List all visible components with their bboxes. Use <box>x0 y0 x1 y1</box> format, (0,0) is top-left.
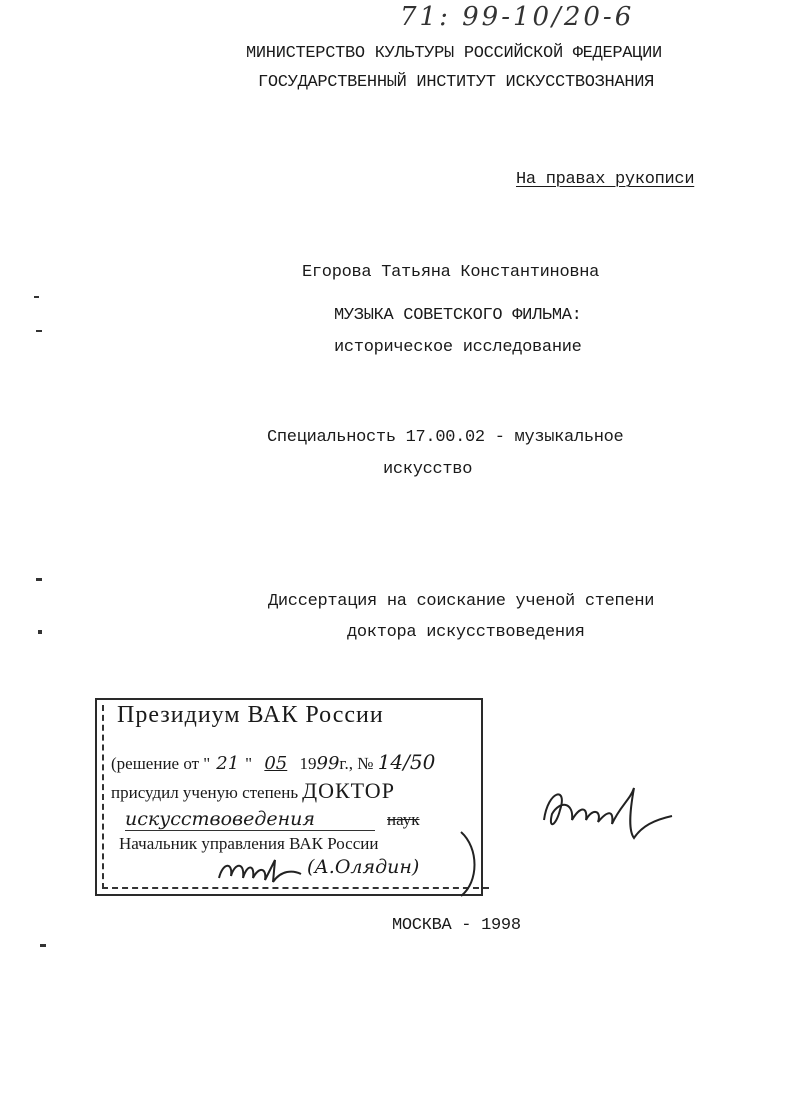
scan-speck <box>34 296 39 298</box>
manuscript-note: На правах рукописи <box>516 170 695 189</box>
stamp-chief-name: (А.Олядин) <box>307 856 420 878</box>
scan-speck <box>38 630 42 634</box>
scan-speck <box>40 944 46 947</box>
stamp-signature-line <box>307 856 419 878</box>
stamp-degree: ДОКТОР <box>302 778 395 803</box>
stamp-decision-prefix: (решение от <box>111 754 200 773</box>
vak-stamp <box>95 698 483 896</box>
stamp-year-unit: г., № <box>339 754 374 773</box>
ministry-heading: МИНИСТЕРСТВО КУЛЬТУРЫ РОССИЙСКОЙ ФЕДЕРАЦИИ <box>246 44 662 63</box>
stamp-year-prefix: 19 <box>299 754 317 773</box>
stamp-awarded-line <box>111 778 395 804</box>
scan-speck <box>36 330 42 332</box>
stamp-quote-close: " <box>245 754 253 773</box>
stamp-decision-line <box>111 750 435 774</box>
specialty-line-2: искусство <box>383 460 473 479</box>
stamp-month: 05 <box>264 753 288 774</box>
stamp-quote-open: " <box>203 754 211 773</box>
stamp-number: 14/50 <box>377 750 436 774</box>
title-line-1: МУЗЫКА СОВЕТСКОГО ФИЛЬМА: <box>334 306 582 325</box>
stamp-year-suffix: 99 <box>316 753 340 774</box>
scan-speck <box>36 578 42 581</box>
author-name: Егорова Татьяна Константиновна <box>302 263 600 282</box>
stamp-bracket <box>457 830 487 900</box>
author-signature <box>538 780 688 850</box>
stamp-sciences-struck: наук <box>387 810 420 829</box>
title-line-2: историческое исследование <box>334 338 582 357</box>
specialty-line-1: Специальность 17.00.02 - музыкальное <box>267 428 624 447</box>
stamp-title: Президиум ВАК России <box>117 702 384 728</box>
stamp-chief: Начальник управления ВАК России <box>119 834 379 853</box>
stamp-field-line <box>125 808 420 831</box>
stamp-field: искусствоведения <box>125 808 375 831</box>
stamp-day: 21 <box>216 753 240 774</box>
archive-mark: 71: 99-10/20-6 <box>400 2 635 32</box>
chief-signature <box>215 852 305 892</box>
institute-heading: ГОСУДАРСТВЕННЫЙ ИНСТИТУТ ИСКУССТВОЗНАНИЯ <box>258 73 655 92</box>
stamp-awarded-prefix: присудил ученую степень <box>111 783 299 802</box>
city-year: МОСКВА - 1998 <box>392 916 521 935</box>
dissertation-line-2: доктора искусствоведения <box>347 623 585 642</box>
dissertation-line-1: Диссертация на соискание ученой степени <box>268 592 655 611</box>
